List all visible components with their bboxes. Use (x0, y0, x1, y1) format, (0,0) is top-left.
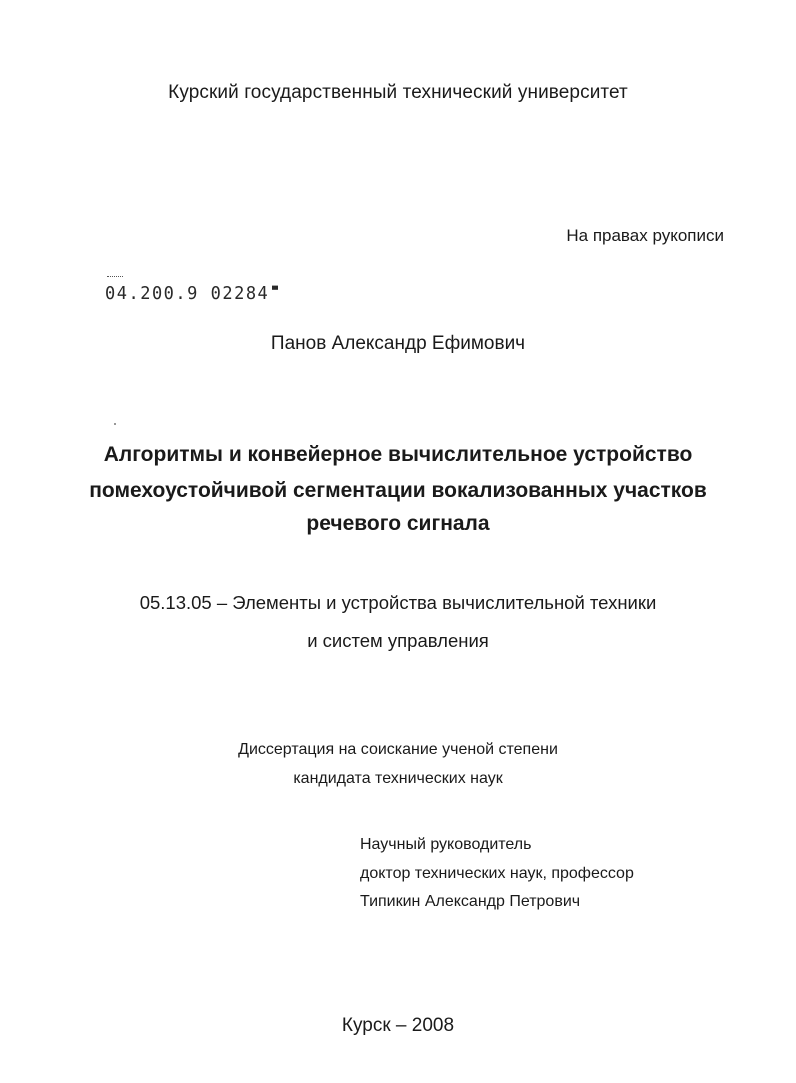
scan-speck (114, 423, 116, 425)
dissertation-title-line-1: Алгоритмы и конвейерное вычислительное устройство (103, 443, 693, 466)
specialty-line-2: и систем управления (307, 630, 489, 651)
university-name: Курский государственный технический университет (168, 82, 628, 103)
manuscript-rights-note: На правах рукописи (566, 226, 724, 245)
author-name: Панов Александр Ефимович (270, 333, 526, 354)
degree-statement-line-2: кандидата технических наук (293, 770, 503, 787)
advisor-name: Типикин Александр Петрович (360, 893, 581, 910)
stamp-tick-mark (107, 276, 123, 279)
stamp-dash-mark (272, 286, 278, 290)
degree-statement-line-1: Диссертация на соискание ученой степени (238, 741, 558, 758)
library-stamp (105, 284, 278, 305)
advisor-degree: доктор технических наук, профессор (360, 865, 634, 882)
stamp-number: 04.200.9 02284 (105, 283, 270, 305)
dissertation-title-line-3: речевого сигнала (306, 512, 490, 535)
specialty-line-1: 05.13.05 – Элементы и устройства вычислительной техники (139, 592, 657, 613)
advisor-role: Научный руководитель (360, 836, 532, 853)
city-year: Курск – 2008 (341, 1015, 455, 1036)
dissertation-title-line-2: помехоустойчивой сегментации вокализованных участков (89, 479, 707, 502)
